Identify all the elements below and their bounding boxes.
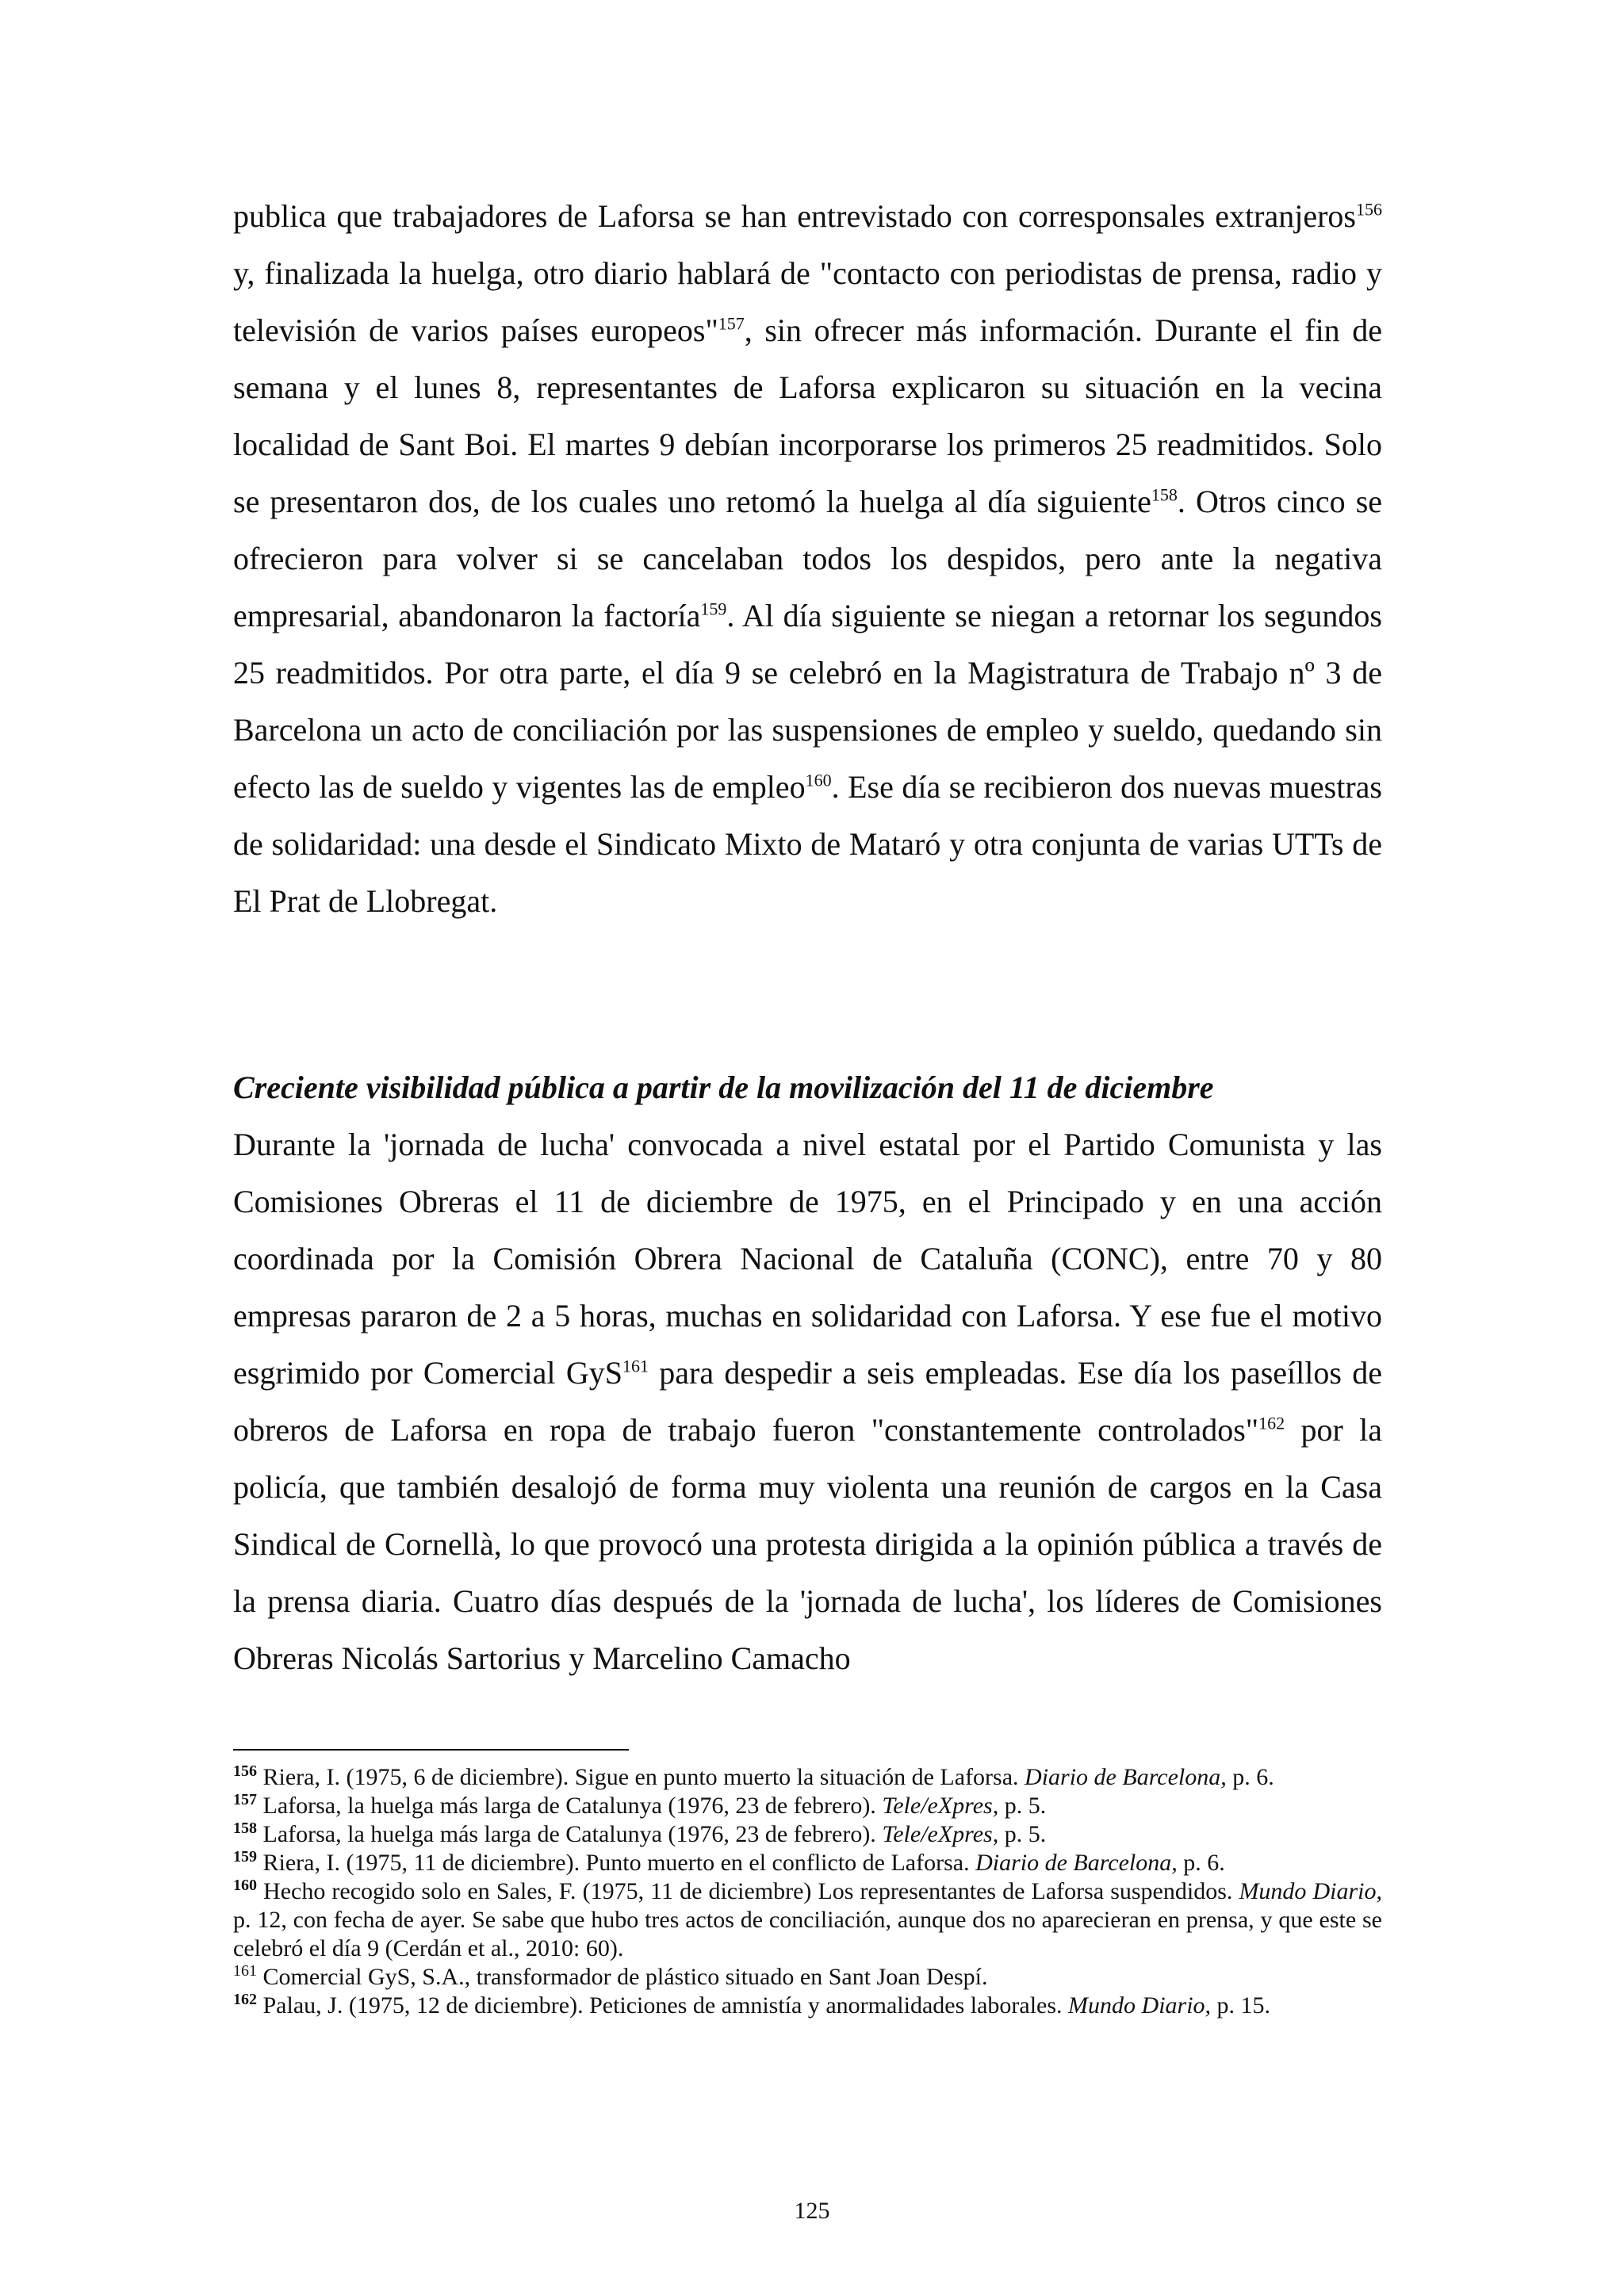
paragraph-text: publica que trabajadores de Laforsa se han entrevistado con corresponsales extranjeros bbox=[233, 198, 1356, 234]
body-paragraph-2 bbox=[233, 1116, 1382, 1687]
footnote-ref-157[interactable]: 157 bbox=[718, 313, 745, 334]
footnote-text: Laforsa, la huelga más larga de Catalunya (1976, 23 de febrero). bbox=[257, 1821, 883, 1847]
paragraph-text: . Al día siguiente se niegan a retornar los segundos 25 readmitidos. Por otra parte, el día 9 se celebró en la Magistratura de Trabajo nº 3 de Barcelona un acto de conciliación por las suspensiones de empleo y sueldo, quedando sin efecto las de sueldo y vigentes las de empleo bbox=[233, 598, 1382, 805]
footnote-160 bbox=[233, 1877, 1382, 1963]
footnote-158 bbox=[233, 1820, 1382, 1849]
footnote-text: Riera, I. (1975, 6 de diciembre). Sigue en punto muerto la situación de Laforsa. bbox=[257, 1764, 1025, 1790]
footnote-tail: p. 6. bbox=[1177, 1850, 1225, 1876]
footnote-text: Laforsa, la huelga más larga de Catalunya (1976, 23 de febrero). bbox=[257, 1793, 883, 1819]
footnote-text: Palau, J. (1975, 12 de diciembre). Peticiones de amnistía y anormalidades laborales. bbox=[257, 1992, 1069, 2019]
footnote-162 bbox=[233, 1992, 1382, 2020]
body-paragraph-1 bbox=[233, 188, 1382, 930]
footnote-tail: p. 5. bbox=[998, 1821, 1047, 1847]
footnote-tail: p. 15. bbox=[1211, 1992, 1271, 2019]
footnote-number: 156 bbox=[233, 1762, 257, 1780]
footnote-156 bbox=[233, 1763, 1382, 1792]
footnote-157 bbox=[233, 1792, 1382, 1820]
footnote-text: Comercial GyS, S.A., transformador de plástico situado en Sant Joan Despí. bbox=[257, 1964, 988, 1990]
paragraph-text: Durante la 'jornada de lucha' convocada a nivel estatal por el Partido Comunista y las Comisiones Obreras el 11 de diciembre de 1975, en el Principado y en una acción coordinada por la Comisión Obrera Nacional de Cataluña (CONC), entre 70 y 80 empresas pararon de 2 a 5 horas, muchas en solidaridad con Laforsa. Y ese fue el motivo esgrimido por Comercial GyS bbox=[233, 1127, 1382, 1391]
footnote-source: Mundo Diario, bbox=[1239, 1878, 1382, 1904]
footnote-tail: p. 6. bbox=[1226, 1764, 1274, 1790]
footnote-separator bbox=[233, 1749, 629, 1751]
footnotes bbox=[233, 1763, 1382, 2020]
paragraph-text: . Ese día se recibieron dos nuevas muestras de solidaridad: una desde el Sindicato Mixto de Mataró y otra conjunta de varias UTTs de El Prat de Llobregat. bbox=[233, 769, 1382, 919]
footnote-source: Mundo Diario, bbox=[1068, 1992, 1212, 2019]
footnote-159 bbox=[233, 1849, 1382, 1877]
footnote-tail: p. 12, con fecha de ayer. Se sabe que hubo tres actos de conciliación, aunque dos no aparecieran en prensa, y que este se celebró el día 9 (Cerdán et al., 2010: 60). bbox=[233, 1907, 1382, 1961]
footnote-text: Riera, I. (1975, 11 de diciembre). Punto muerto en el conflicto de Laforsa. bbox=[257, 1850, 976, 1876]
footnote-text: Hecho recogido solo en Sales, F. (1975, 11 de diciembre) Los representantes de Laforsa suspendidos. bbox=[257, 1878, 1239, 1904]
footnote-ref-158[interactable]: 158 bbox=[1151, 484, 1178, 505]
paragraph-text: , sin ofrecer más información. Durante el fin de semana y el lunes 8, representantes de Laforsa explicaron su situación en la vecina localidad de Sant Boi. El martes 9 debían incorporarse los primeros 25 readmitidos. Solo se presentaron dos, de los cuales uno retomó la huelga al día siguiente bbox=[233, 312, 1382, 519]
footnote-number: 162 bbox=[233, 1991, 257, 2008]
footnote-tail: p. 5. bbox=[998, 1793, 1047, 1819]
footnote-ref-156[interactable]: 156 bbox=[1356, 199, 1382, 220]
page-number: 125 bbox=[794, 2198, 830, 2224]
footnote-number: 158 bbox=[233, 1820, 257, 1837]
footnote-ref-162[interactable]: 162 bbox=[1258, 1413, 1285, 1433]
footnote-ref-159[interactable]: 159 bbox=[700, 599, 727, 619]
footnote-number: 157 bbox=[233, 1791, 257, 1808]
paragraph-text: . Otros cinco se ofrecieron para volver si se cancelaban todos los despidos, pero ante la negativa empresarial, abandonaron la factoría bbox=[233, 484, 1383, 633]
paragraph-text: para despedir a seis empleadas. Ese día los paseíllos de obreros de Laforsa en ropa de trabajo fueron "constantemente controlados" bbox=[233, 1355, 1382, 1448]
footnote-number: 159 bbox=[233, 1848, 257, 1866]
footnote-number: 160 bbox=[233, 1877, 257, 1894]
footnote-161 bbox=[233, 1963, 1382, 1992]
paragraph-text: y, finalizada la huelga, otro diario hablará de "contacto con periodistas de prensa, radio y televisión de varios países europeos" bbox=[233, 255, 1382, 348]
footnote-source: Tele/eXpres, bbox=[882, 1793, 999, 1819]
paragraph-text: por la policía, que también desalojó de forma muy violenta una reunión de cargos en la Casa Sindical de Cornellà, lo que provocó una protesta dirigida a la opinión pública a través de la prensa diaria. Cuatro días después de la 'jornada de lucha', los líderes de Comisiones Obreras Nicolás Sartorius y Marcelino Camacho bbox=[233, 1412, 1382, 1676]
footnote-source: Tele/eXpres, bbox=[882, 1821, 999, 1847]
footnote-source: Diario de Barcelona, bbox=[975, 1850, 1178, 1876]
footnote-ref-160[interactable]: 160 bbox=[805, 770, 832, 790]
section-heading: Creciente visibilidad pública a partir de la movilización del 11 de diciembre bbox=[233, 1070, 1214, 1105]
footnote-ref-161[interactable]: 161 bbox=[622, 1356, 649, 1376]
footnote-source: Diario de Barcelona, bbox=[1025, 1764, 1227, 1790]
footnote-number: 161 bbox=[233, 1962, 257, 1980]
